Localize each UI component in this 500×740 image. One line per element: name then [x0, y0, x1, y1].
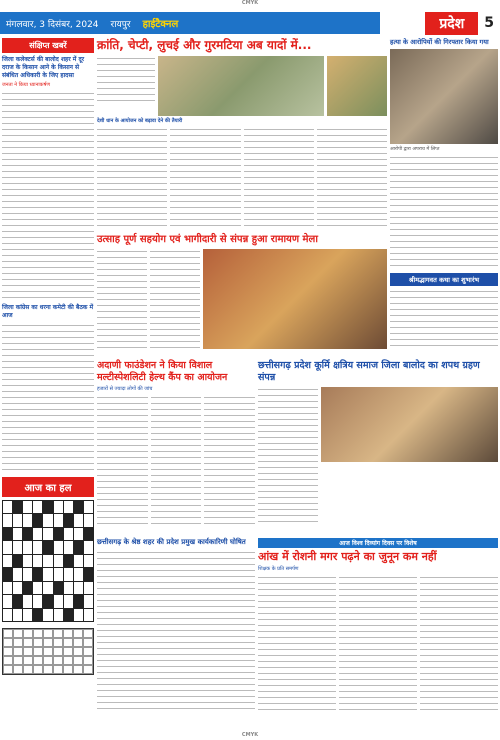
brief1-headline: जिला कलेक्टर्स की बालोद शहर में दूर दराज के किसान आने के किसान से संबंधित अधिकारी के जिए हादसा: [2, 56, 85, 79]
bottom-story: [258, 538, 498, 728]
city-name: रायपुर: [110, 19, 131, 30]
bottom-body-2: [339, 575, 417, 715]
cmyk-mark-bottom: CMYK: [241, 732, 259, 738]
top-story-body-3: [244, 127, 314, 227]
issue-date: मंगलवार, 3 दिसंबर, 2024: [6, 19, 99, 30]
top-story-photo-2: [327, 56, 387, 116]
bottom-headline: आंख में रोशनी मगर पढ़ने का जुनून कम नहीं: [258, 550, 437, 563]
middle-photo: [203, 249, 387, 349]
bottom-body-1: [258, 575, 336, 715]
top-kicker: देशी धान के आयोजन को बढ़ावा देने की तैयारी: [97, 118, 183, 124]
adani-headline: अदाणी फाउंडेशन ने किया विशाल मल्टीस्पेशलिटी हेल्थ कैंप का आयोजन: [97, 360, 228, 383]
publication-name: हाईटैक्नल: [142, 19, 179, 30]
top-story-photo-1: [158, 56, 324, 116]
right-side-headline: श्रीमद्भागवत कथा का शुभारंभ: [390, 273, 498, 286]
bottom-left-body: [97, 550, 255, 710]
top-story: [97, 38, 387, 230]
page-number: 5: [484, 15, 494, 31]
section-title: प्रदेश: [425, 12, 478, 35]
top-story-body-4: [317, 127, 387, 227]
section-header: [380, 12, 500, 34]
adani-body-2: [151, 395, 202, 525]
right-top-headline: हत्या के आरोपियों की गिरफ्तार किया गया: [390, 38, 489, 46]
brief2-body: [2, 323, 94, 473]
middle-body-2: [150, 249, 200, 349]
top-strip: [0, 0, 500, 6]
bottom-label: आज विश्व दिव्यांग दिवस पर विशेष: [258, 538, 498, 548]
left-column: [2, 38, 94, 728]
adani-body-3: [204, 395, 255, 525]
chhattisgarh-body-1: [258, 387, 318, 527]
chhattisgarh-headline: छत्तीसगढ़ प्रदेश कूर्मि क्षत्रिय समाज जिला बालोद का शपथ ग्रहण संपन्न: [258, 360, 480, 383]
brief1-body: [2, 91, 94, 301]
right-photo: [390, 49, 498, 144]
top-story-body-1: [97, 127, 167, 227]
crossword-grid: [2, 500, 94, 622]
brief2-headline: जिला कांग्रेस का धरना कमेटी की बैठक में आज: [2, 304, 94, 319]
adani-story: [97, 360, 255, 535]
bottom-left-headline: छत्तीसगढ़ के श्रेष्ठ शहर की प्रदेश प्रमुख कार्यकारिणी घोषित: [97, 538, 246, 546]
bottom-body-3: [420, 575, 498, 715]
right-photo-caption: आरोपी द्वारा अपराध में लिप्त: [390, 147, 440, 152]
right-column: [390, 38, 498, 358]
chhattisgarh-story: [258, 360, 498, 535]
chhattisgarh-photo: [321, 387, 498, 462]
briefs-title: संक्षिप्त खबरें: [2, 38, 94, 53]
brief1-sub: जनता ने किया ध्यानाकर्षण: [2, 82, 50, 88]
bottom-left-story: [97, 538, 255, 728]
middle-body-1: [97, 249, 147, 349]
puzzle-title: आज का हल: [2, 477, 94, 497]
right-body: [390, 155, 498, 270]
bottom-sub: शिक्षक के प्रति समर्पण: [258, 566, 299, 572]
adani-body-1: [97, 395, 148, 525]
top-story-intro: [97, 56, 155, 106]
masthead: [0, 12, 500, 34]
middle-story: [97, 233, 387, 358]
adani-sub: हजारों से ज्यादा लोगों की जांच: [97, 386, 153, 392]
masthead-bar: [0, 12, 380, 34]
sudoku-grid: [2, 628, 94, 675]
top-story-body-2: [170, 127, 240, 227]
top-headline: क्रांति, चेप्टी, लुचई और गुरमटिया अब यादों में...: [97, 38, 312, 52]
right-side-body: [390, 289, 498, 349]
cmyk-mark-top: CMYK: [241, 0, 259, 6]
middle-headline: उत्साह पूर्ण सहयोग एवं भागीदारी से संपन्न हुआ रामायण मेला: [97, 234, 318, 245]
